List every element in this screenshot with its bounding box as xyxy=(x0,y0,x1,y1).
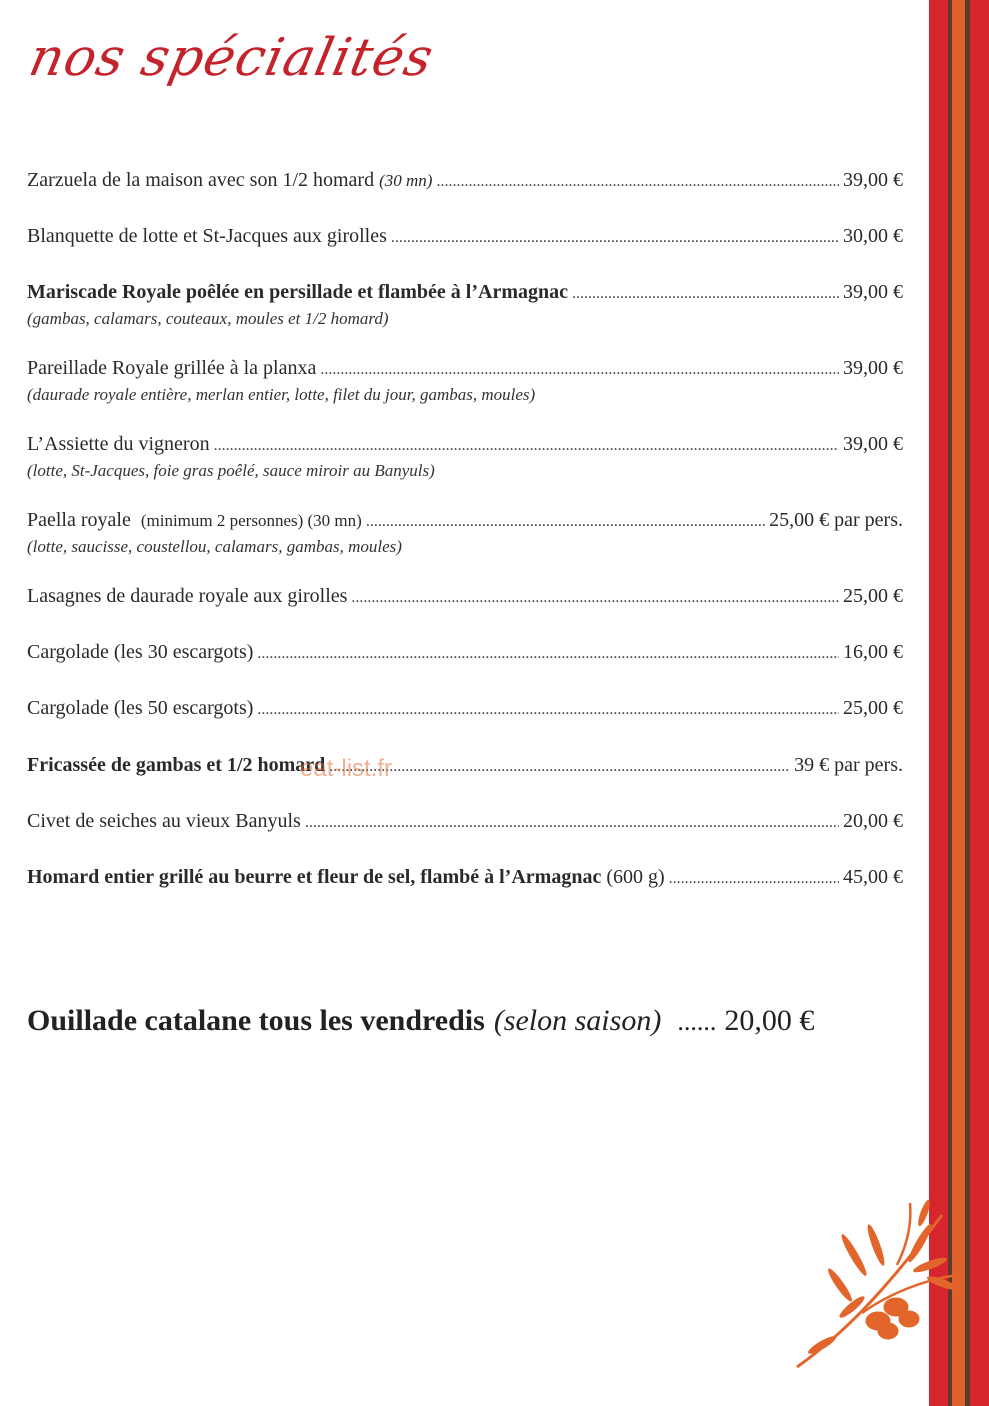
list-item xyxy=(27,863,903,893)
item-note: (minimum 2 personnes) (30 mn) xyxy=(140,511,362,530)
list-item xyxy=(27,278,903,330)
item-name: Cargolade (les 50 escargots) xyxy=(27,697,254,719)
item-price: 39 € par pers. xyxy=(794,754,903,776)
list-item xyxy=(27,694,903,724)
special-price: 20,00 € xyxy=(724,1004,815,1037)
item-price: 39,00 € xyxy=(843,281,903,303)
item-price: 25,00 € par pers. xyxy=(769,509,903,531)
list-item xyxy=(27,166,903,196)
list-item xyxy=(27,751,903,781)
item-note: (600 g) xyxy=(606,866,665,888)
dot-leader xyxy=(366,508,765,536)
dot-leader xyxy=(214,432,839,460)
item-name: Paella royale (minimum 2 personnes) (30 mn) xyxy=(27,509,362,531)
item-description: (daurade royale entière, merlan entier, lotte, filet du jour, gambas, moules) xyxy=(27,385,536,404)
special-name: Ouillade catalane tous les vendredis xyxy=(27,1004,485,1037)
item-price: 30,00 € xyxy=(843,225,903,247)
item-name: Pareillade Royale grillée à la planxa xyxy=(27,357,317,379)
item-price: 45,00 € xyxy=(843,866,903,888)
item-name: Blanquette de lotte et St-Jacques aux girolles xyxy=(27,225,387,247)
item-description: (lotte, St-Jacques, foie gras poêlé, sauce miroir au Banyuls) xyxy=(27,461,435,480)
item-price: 25,00 € xyxy=(843,697,903,719)
item-price: 16,00 € xyxy=(843,641,903,663)
item-price: 39,00 € xyxy=(843,357,903,379)
watermark: eat-list.fr xyxy=(300,755,393,782)
item-description: (lotte, saucisse, coustellou, calamars, gambas, moules) xyxy=(27,537,402,556)
list-item xyxy=(27,807,903,837)
item-name: Lasagnes de daurade royale aux girolles xyxy=(27,585,348,607)
weekly-special xyxy=(27,1004,903,1038)
list-item xyxy=(27,222,903,252)
dot-leader xyxy=(572,280,839,308)
item-price: 20,00 € xyxy=(843,810,903,832)
item-name: Mariscade Royale poêlée en persillade et flambée à l’Armagnac xyxy=(27,281,568,303)
dot-leader xyxy=(257,696,839,724)
list-item xyxy=(27,638,903,668)
special-note: (selon saison) xyxy=(493,1004,662,1037)
item-name: Cargolade (les 30 escargots) xyxy=(27,641,254,663)
list-item xyxy=(27,430,903,482)
item-description: (gambas, calamars, couteaux, moules et 1/2 homard) xyxy=(27,309,389,328)
dot-leader xyxy=(329,753,790,781)
list-item xyxy=(27,506,903,558)
olive-branch-icon xyxy=(792,1195,962,1375)
item-note: (30 mn) xyxy=(379,171,433,190)
item-name: L’Assiette du vigneron xyxy=(27,433,210,455)
dot-leader xyxy=(391,224,839,252)
dot-leader xyxy=(436,168,839,196)
item-name: Civet de seiches au vieux Banyuls xyxy=(27,810,301,832)
item-name: Fricassée de gambas et 1/2 homard xyxy=(27,754,326,776)
dot-leader xyxy=(305,809,839,837)
item-price: 39,00 € xyxy=(843,169,903,191)
item-price: 39,00 € xyxy=(843,433,903,455)
dot-leader xyxy=(257,640,839,668)
page-title: nos spécialités xyxy=(24,28,439,88)
dot-leader xyxy=(669,865,839,893)
list-item xyxy=(27,582,903,612)
item-name: Homard entier grillé au beurre et fleur de sel, flambé à l’Armagnac (600 g) xyxy=(27,866,665,888)
special-dots: ...... xyxy=(677,1007,717,1036)
item-name: Zarzuela de la maison avec son 1/2 homard (30 mn) xyxy=(27,169,433,191)
dot-leader xyxy=(320,356,839,384)
list-item xyxy=(27,354,903,406)
dot-leader xyxy=(351,584,839,612)
item-price: 25,00 € xyxy=(843,585,903,607)
